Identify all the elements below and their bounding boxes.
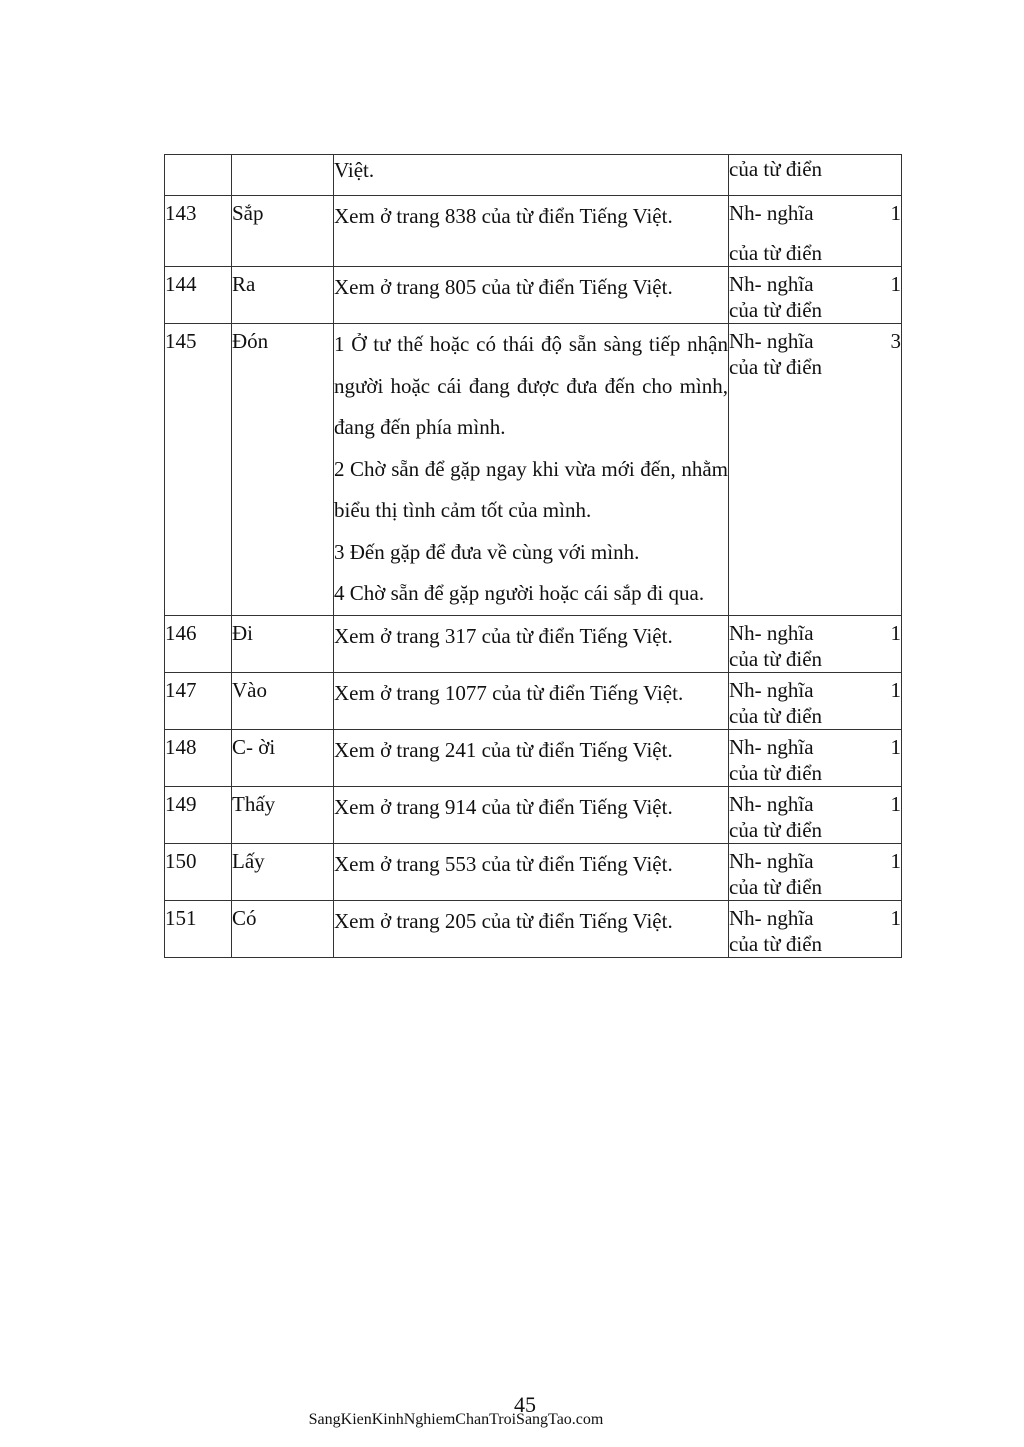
entry-word-cell <box>232 615 334 672</box>
definition-paragraph: Xem ở trang 914 của từ điển Tiếng Việt. <box>334 794 673 819</box>
note-count: 1 <box>890 677 901 702</box>
footer-website: SangKienKinhNghiemChanTroiSangTao.com <box>308 1411 604 1428</box>
note-count: 1 <box>890 201 901 225</box>
entry-number-cell <box>165 324 232 616</box>
note-source: của từ điển <box>729 703 823 728</box>
entry-definition-cell <box>334 672 729 729</box>
entry-number: 144 <box>165 272 197 296</box>
note-source: của từ điển <box>729 760 823 785</box>
definition-paragraph: 1 Ở tư thế hoặc có thái độ sẵn sàng tiếp nhận người hoặc cái đang được đưa đến cho mình, đang đến phía mình. <box>334 332 728 439</box>
entry-word-cell <box>232 843 334 900</box>
definition-paragraph: Xem ở trang 205 của từ điển Tiếng Việt. <box>334 908 673 933</box>
note-meaning-count <box>729 905 901 931</box>
table-row <box>165 843 902 900</box>
note-meaning-count <box>729 848 901 874</box>
note-count: 1 <box>890 905 901 930</box>
note-count: 1 <box>890 620 901 645</box>
definition-paragraph: Xem ở trang 317 của từ điển Tiếng Việt. <box>334 623 673 648</box>
table-row <box>165 786 902 843</box>
entry-number <box>165 155 231 158</box>
table-row <box>165 324 902 616</box>
entry-word: Đi <box>232 620 253 645</box>
entry-definition-cell <box>334 843 729 900</box>
entry-definition-cell <box>334 267 729 324</box>
entry-definition-cell <box>334 615 729 672</box>
entry-number-cell <box>165 900 232 957</box>
note-source: của từ điển <box>729 931 823 956</box>
entry-number: 145 <box>165 329 197 353</box>
page-number: 45 <box>514 1392 536 1417</box>
entry-note-cell <box>729 900 902 957</box>
entry-word: Vào <box>232 677 267 702</box>
table-row <box>165 196 902 267</box>
note-meaning-count <box>729 200 901 226</box>
entry-word: Có <box>232 905 257 930</box>
note-count: 1 <box>890 791 901 816</box>
entry-number-cell <box>165 155 232 196</box>
note-source: của từ điển <box>729 355 823 379</box>
definition-paragraph: Xem ở trang 241 của từ điển Tiếng Việt. <box>334 737 673 762</box>
note-label: Nh- nghĩa <box>729 201 814 225</box>
entry-note-cell <box>729 843 902 900</box>
entry-word-cell <box>232 324 334 616</box>
entry-word-cell <box>232 786 334 843</box>
entry-word: Lấy <box>232 848 265 873</box>
note-label: Nh- nghĩa <box>729 905 814 930</box>
note-count: 1 <box>890 734 901 759</box>
entry-word-cell <box>232 672 334 729</box>
note-source: của từ điển <box>729 874 823 899</box>
entry-definition-cell <box>334 729 729 786</box>
definition-paragraph: 3 Đến gặp để đưa về cùng với mình. <box>334 539 640 564</box>
definition-paragraph: Xem ở trang 805 của từ điển Tiếng Việt. <box>334 275 673 299</box>
table-row <box>165 672 902 729</box>
entry-number-cell <box>165 267 232 324</box>
note-meaning-count <box>729 328 901 354</box>
definition-paragraph: 4 Chờ sẵn để gặp người hoặc cái sắp đi qua. <box>334 581 705 605</box>
entry-word-cell <box>232 155 334 196</box>
note-source: của từ điển <box>729 646 823 671</box>
note-label: Nh- nghĩa <box>729 620 814 645</box>
dictionary-table-body <box>165 155 902 958</box>
table-row <box>165 615 902 672</box>
note-meaning-count <box>729 271 901 297</box>
note-meaning-count <box>729 791 901 817</box>
entry-definition-cell <box>334 786 729 843</box>
entry-word: Ra <box>232 272 256 296</box>
note-source: của từ điển <box>729 241 823 265</box>
note-label: Nh- nghĩa <box>729 272 814 296</box>
entry-definition-cell <box>334 196 729 267</box>
entry-number: 150 <box>165 848 197 873</box>
entry-number: 148 <box>165 734 197 759</box>
entry-note-cell <box>729 786 902 843</box>
note-count: 1 <box>890 272 901 296</box>
entry-word-cell <box>232 196 334 267</box>
note-source: của từ điển <box>729 817 823 842</box>
entry-note-cell <box>729 155 902 196</box>
note-count: 1 <box>890 848 901 873</box>
note-label: Nh- nghĩa <box>729 677 814 702</box>
entry-number: 143 <box>165 201 197 225</box>
table-row <box>165 729 902 786</box>
entry-number: 147 <box>165 677 197 702</box>
note-source: của từ điển <box>729 298 823 322</box>
table-row <box>165 155 902 196</box>
note-label: Nh- nghĩa <box>729 329 814 353</box>
entry-number-cell <box>165 729 232 786</box>
entry-definition-cell <box>334 324 729 616</box>
entry-number-cell <box>165 843 232 900</box>
entry-number-cell <box>165 615 232 672</box>
entry-word <box>232 155 333 158</box>
definition-paragraph: Việt. <box>334 158 375 182</box>
entry-note-cell <box>729 729 902 786</box>
entry-number-cell <box>165 672 232 729</box>
entry-definition-cell <box>334 900 729 957</box>
entry-number: 149 <box>165 791 197 816</box>
definition-paragraph: 2 Chờ sẵn để gặp ngay khi vừa mới đến, nhằm biểu thị tình cảm tốt của mình. <box>334 456 728 522</box>
table-row <box>165 267 902 324</box>
note-label: Nh- nghĩa <box>729 848 814 873</box>
note-meaning-count <box>729 677 901 703</box>
entry-note-cell <box>729 196 902 267</box>
note-source: của từ điển <box>729 157 823 181</box>
entry-word: Thấy <box>232 791 276 816</box>
note-meaning-count <box>729 734 901 760</box>
note-label: Nh- nghĩa <box>729 791 814 816</box>
entry-word: Đón <box>232 329 269 353</box>
note-meaning-count <box>729 620 901 646</box>
entry-word: Sắp <box>232 201 264 225</box>
entry-word-cell <box>232 729 334 786</box>
entry-number-cell <box>165 196 232 267</box>
entry-word: C- ời <box>232 734 276 759</box>
definition-paragraph: Xem ở trang 838 của từ điển Tiếng Việt. <box>334 204 673 228</box>
entry-number: 146 <box>165 620 197 645</box>
entry-note-cell <box>729 324 902 616</box>
entry-word-cell <box>232 267 334 324</box>
entry-definition-cell <box>334 155 729 196</box>
entry-note-cell <box>729 615 902 672</box>
entry-note-cell <box>729 672 902 729</box>
dictionary-table <box>164 154 902 958</box>
definition-paragraph: Xem ở trang 1077 của từ điển Tiếng Việt. <box>334 680 684 705</box>
table-row <box>165 900 902 957</box>
note-count: 3 <box>890 329 901 353</box>
entry-number: 151 <box>165 905 197 930</box>
entry-word-cell <box>232 900 334 957</box>
definition-paragraph: Xem ở trang 553 của từ điển Tiếng Việt. <box>334 851 673 876</box>
entry-number-cell <box>165 786 232 843</box>
entry-note-cell <box>729 267 902 324</box>
note-label: Nh- nghĩa <box>729 734 814 759</box>
